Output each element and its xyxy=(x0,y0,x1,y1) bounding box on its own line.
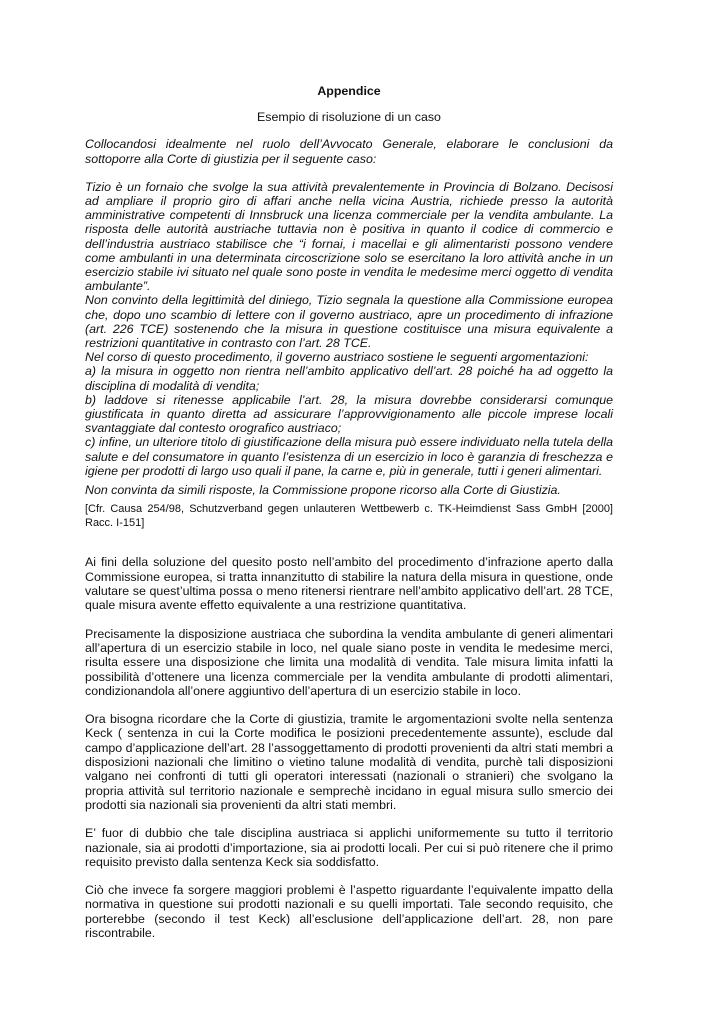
case-citation: [Cfr. Causa 254/98, Schutzverband gegen unlauteren Wettbewerb c. TK-Heimdienst Sass GmbH [2000] Racc. I-151] xyxy=(85,503,613,529)
page-subtitle: Esempio di risoluzione di un caso xyxy=(257,110,441,125)
body-paragraph: Precisamente la disposizione austriaca che subordina la vendita ambulante di generi alimentari all’apertura di un esercizio stabile in loco, nel quale siano poste in vendita le medesime merci, risulta essere una disposizione che limita una modalità di vendita. Tale misura limita infatti la possibilità d’ottenere una licenza commerciale per la vendita ambulante di prodotti alimentari, condizionandola all’onere aggiuntivo dell’apertura di un esercizio stabile in loco. xyxy=(85,626,613,698)
body-paragraph: Ora bisogna ricordare che la Corte di giustizia, tramite le argomentazioni svolte nella sentenza Keck ( sentenza in cui la Corte modifica le posizioni precedentemente assunte), esclude dal campo d’applicazione dell’art. 28 l’assoggettamento di prodotti provenienti da altri stati membri a disposizioni nazionali che limitino o vietino talune modalità di vendita, purchè tali disposizioni valgano nei confronti di tutti gli operatori interessati (nazionali o stranieri) che svolgano la propria attività sul territorio nazionale e semprechè incidano in egual misura sullo smercio dei prodotti sia nazionali sia provenienti da altri stati membri. xyxy=(85,712,613,812)
case-argument-b: b) laddove si ritenesse applicabile l’art. 28, la misura dovrebbe considerarsi comunque giustificata in quanto diretta ad assicurare l’approvvigionamento alle piccole imprese locali svantaggiate dal contesto orografico austriaco; xyxy=(85,392,613,436)
case-paragraph: Tizio è un fornaio che svolge la sua attività prevalentemente in Provincia di Bolzano. Decisosi ad ampliare il proprio giro di affari anche nella vicina Austria, richiede presso la autorità amministrative competenti di Innsbruck una licenza commerciale per la vendita ambulante. La risposta delle autorità austriache tuttavia non è positiva in quanto il codice di commercio e dell’industria austriaco stabilisce che “i fornai, i macellai e gli alimentaristi possono vendere come ambulanti in una determinata circoscrizione solo se esercitano la loro attività anche in un esercizio stabile ivi situato nel quale sono poste in vendita le medesime merci oggetto di vendita ambulante”. xyxy=(85,179,613,294)
page-title: Appendice xyxy=(317,84,381,98)
case-description xyxy=(85,180,613,497)
case-argument-a: a) la misura in oggetto non rientra nell’ambito applicativo dell’art. 28 poiché ha ad oggetto la disciplina di modalità di vendita; xyxy=(85,364,613,393)
body-paragraph: E’ fuor di dubbio che tale disciplina austriaca si applichi uniformemente su tutto il territorio nazionale, sia ai prodotti d’importazione, sia ai prodotti locali. Per cui si può ritenere che il primo requisito previsto dalla sentenza Keck sia soddisfatto. xyxy=(85,826,613,869)
case-paragraph: Nel corso di questo procedimento, il governo austriaco sostiene le seguenti argomentazioni: xyxy=(85,350,589,365)
body-paragraph: Ai fini della soluzione del quesito posto nell’ambito del procedimento d’infrazione aperto dalla Commissione europea, si tratta innanzitutto di stabilire la natura della misura in questione, onde valutare se quest’ultima possa o meno ritenersi rientrare nell’ambito applicativo dell’art. 28 TCE, quale misura avente effetto equivalente a una restrizione quantitativa. xyxy=(85,555,613,613)
case-argument-c: c) infine, un ulteriore titolo di giustificazione della misura può essere individuato nella tutela della salute e del consumatore in quanto l’esistenza di un esercizio in loco è garanzia di freschezza e igiene per prodotti di largo uso quali il pane, la carne e, più in generale, tutti i generi alimentari. xyxy=(85,435,613,478)
case-conclusion: Non convinta da simili risposte, la Commissione propone ricorso alla Corte di Giustizia. xyxy=(85,483,561,498)
solution-body xyxy=(85,555,613,940)
body-paragraph: Ciò che invece fa sorgere maggiori problemi è l’aspetto riguardante l’equivalente impatto della normativa in questione sui prodotti nazionali e su quelli importati. Tale secondo requisito, che porterebbe (secondo il test Keck) all’esclusione dell’applicazione dell’art. 28, non pare riscontrabile. xyxy=(85,883,613,940)
case-paragraph: Non convinto della legittimità del diniego, Tizio segnala la questione alla Commissione europea che, dopo uno scambio di lettere con il governo austriaco, apre un procedimento di infrazione (art. 226 TCE) sostenendo che la misura in questione costituisce una misura equivalente a restrizioni quantitative in contrasto con l’art. 28 TCE. xyxy=(85,293,613,351)
assignment-intro: Collocandosi idealmente nel ruolo dell’Avvocato Generale, elaborare le conclusioni da sottoporre alla Corte di giustizia per il seguente caso: xyxy=(85,137,613,166)
document-page xyxy=(85,84,613,940)
